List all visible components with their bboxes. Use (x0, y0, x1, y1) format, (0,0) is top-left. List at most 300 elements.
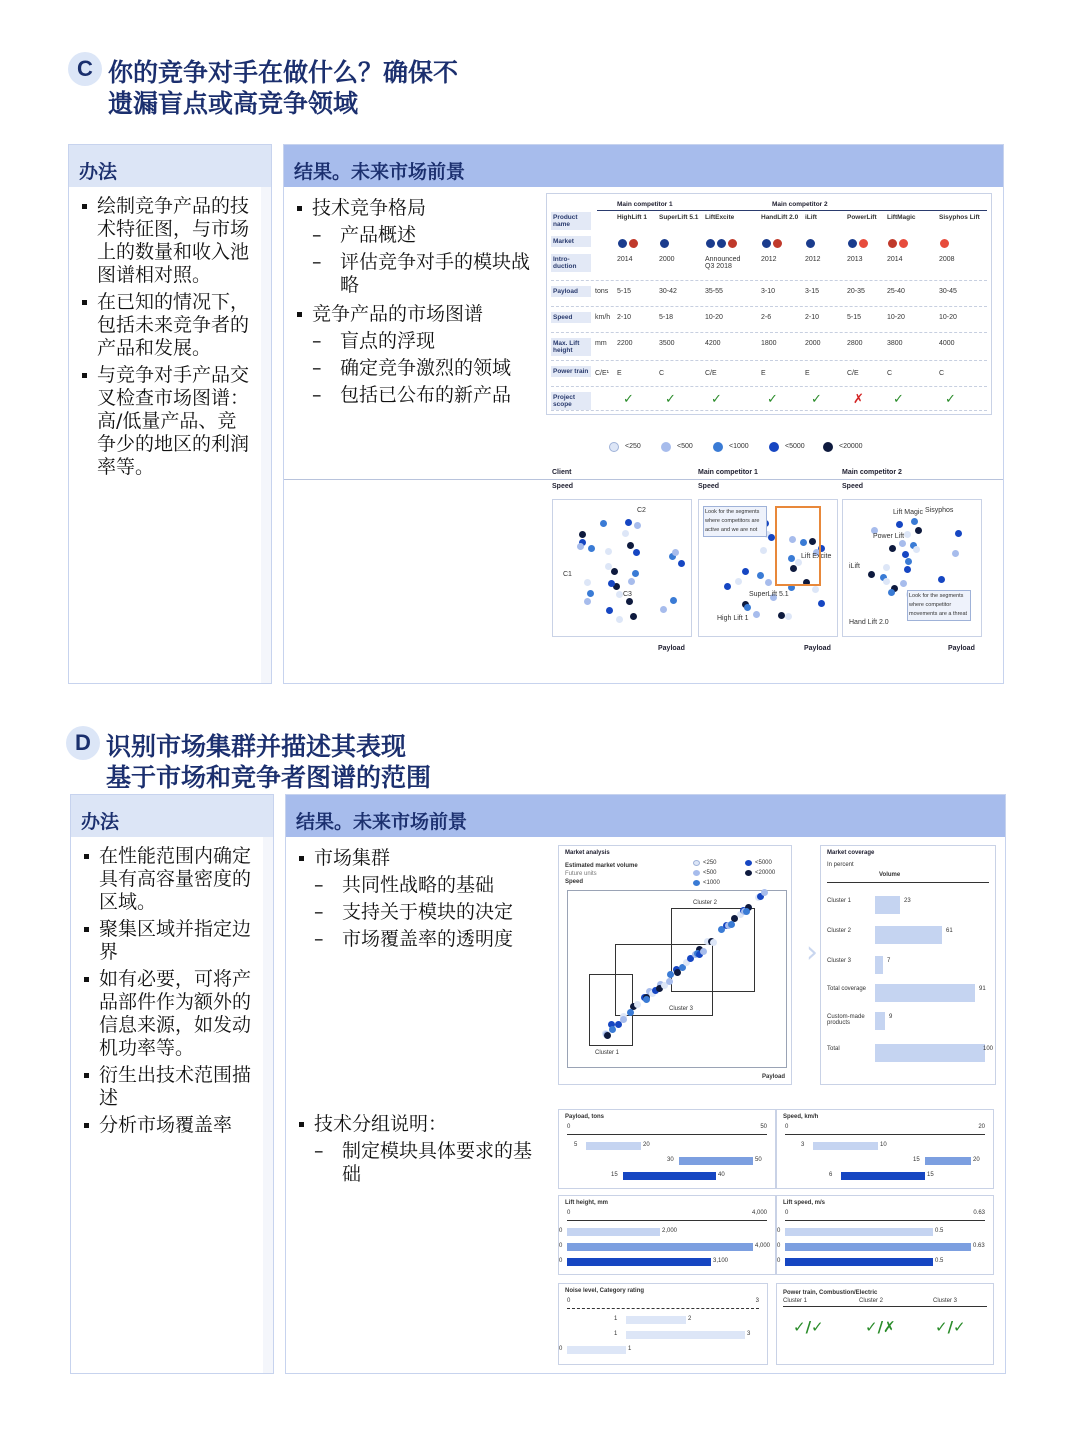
section-d-method-header: 办法 (71, 795, 273, 837)
legend-label: <1000 (703, 880, 720, 886)
result-bullet: 技术竞争格局 (294, 197, 544, 220)
product-name: SuperLift 5.1 (659, 214, 699, 221)
map-dot (765, 579, 772, 586)
spec-bar-max: 15 (927, 1172, 934, 1178)
product-name: HandLift 2.0 (761, 214, 799, 221)
coverage-title: Market coverage (827, 850, 875, 856)
spec-bar (567, 1228, 660, 1236)
spec-axis-max: 20 (978, 1124, 985, 1130)
result-bullet: 技术分组说明： (296, 1113, 546, 1136)
map-dot (868, 571, 875, 578)
map-dot (818, 600, 825, 607)
map-axis-y: Speed (842, 483, 864, 490)
map-dot (905, 558, 912, 565)
scope-check-icon: ✓ (665, 392, 676, 407)
analysis-axis-x: Payload (761, 1074, 785, 1080)
legend-dot (769, 442, 779, 452)
analysis-dot (634, 1001, 641, 1008)
scope-check-icon: ✓ (811, 392, 822, 407)
legend-label: <20000 (755, 870, 776, 876)
spec-bar-min: 0 (777, 1243, 781, 1249)
map-dot (633, 549, 640, 556)
speed-value: 5-18 (659, 314, 674, 321)
map-dot (577, 543, 584, 550)
speed-value: 10-20 (939, 314, 957, 321)
map-label: C1 (563, 571, 572, 578)
unit: tons (595, 288, 609, 295)
map-dot (899, 540, 906, 547)
spec-bar (785, 1228, 933, 1236)
spec-bar-max: 0.5 (935, 1228, 944, 1234)
spec-bar-max: 20 (643, 1142, 650, 1148)
power-cluster-label: Cluster 3 (933, 1298, 958, 1304)
legend-dot (713, 442, 723, 452)
spec-axis-min: 0 (567, 1210, 571, 1216)
market-flag-icon (716, 238, 727, 249)
spec-chart (776, 1195, 994, 1275)
section-c-badge: C (68, 52, 102, 86)
method-bullet: 衍生出技术范围描述 (81, 1064, 255, 1110)
legend-label: <250 (625, 443, 641, 450)
spec-axis-max: 0.63 (973, 1210, 985, 1216)
payload-value: 3-10 (761, 288, 776, 295)
payload-value: 5-15 (617, 288, 632, 295)
result-sub: – 评估竞争对手的模块战略 (294, 251, 544, 297)
map-dot (634, 522, 641, 529)
coverage-bar (875, 926, 942, 944)
spec-bar (567, 1346, 626, 1354)
map-dot (896, 521, 903, 528)
spec-bar-min: 15 (913, 1157, 920, 1163)
spec-bar (567, 1258, 711, 1266)
analysis-dot (609, 1026, 616, 1033)
map-dot (600, 520, 607, 527)
method-bullet: 在性能范围内确定具有高容量密度的区域。 (81, 845, 255, 914)
map-dot (744, 604, 751, 611)
lift-value: 2200 (617, 340, 633, 347)
spec-bar-min: 6 (829, 1172, 833, 1178)
coverage-value: 7 (887, 958, 891, 964)
power-value: C (939, 370, 945, 377)
market-flag-icon (858, 238, 869, 249)
coverage-bar (875, 1044, 985, 1062)
map-dot (622, 530, 629, 537)
map-title: Main competitor 1 (698, 469, 758, 476)
map-title: Client (552, 469, 572, 476)
map-dot (606, 607, 613, 614)
map-label: SuperLift 5.1 (749, 591, 789, 598)
market-map (552, 499, 692, 637)
map-dot (678, 560, 685, 567)
analysis-title: Market analysis (565, 850, 610, 856)
section-c-title-line1: 你的竞争对手在做什么？确保不 (108, 58, 459, 87)
product-name: LiftMagic (887, 214, 916, 221)
coverage-bar (875, 896, 900, 914)
map-dot (778, 612, 785, 619)
analysis-subtitle: Estimated market volume (565, 863, 638, 869)
map-dot (616, 616, 623, 623)
intro-value: 2013 (847, 256, 863, 263)
map-label: Power Lift (873, 533, 905, 540)
spec-bar (813, 1142, 878, 1150)
map-dot (768, 534, 775, 541)
map-dot (911, 518, 918, 525)
map-label: Lift Magic (893, 509, 923, 516)
spec-bar-min: 1 (614, 1316, 618, 1322)
unit: km/h (595, 314, 611, 321)
map-dot (670, 597, 677, 604)
map-dot (904, 566, 911, 573)
unit: mm (595, 340, 607, 347)
section-c-method-header: 办法 (69, 145, 271, 187)
section-c-method-body (69, 187, 261, 683)
method-bullet: 与竞争对手产品交叉检查市场图谱：高/低量产品、竞争少的地区的利润率等。 (79, 364, 253, 479)
product-name: HighLift 1 (617, 214, 647, 221)
intro-value: 2012 (761, 256, 777, 263)
market-coverage-chart (820, 845, 996, 1085)
power-mark: ✓/✓ (935, 1318, 966, 1336)
spec-bar (586, 1142, 641, 1150)
map-dot (883, 578, 890, 585)
map-dot (724, 583, 731, 590)
legend-label: <5000 (785, 443, 805, 450)
map-axis-x: Payload (948, 645, 975, 652)
coverage-row-label: Cluster 1 (827, 898, 852, 904)
power-mark: ✓/✓ (793, 1318, 824, 1336)
analysis-dot (710, 939, 717, 946)
coverage-value: 100 (983, 1046, 994, 1052)
payload-value: 30-42 (659, 288, 677, 295)
spec-chart (558, 1109, 776, 1189)
spec-bar-min: 0 (559, 1228, 563, 1234)
map-label: Hand Lift 2.0 (849, 619, 889, 626)
speed-value: 5-15 (847, 314, 862, 321)
spec-title: Lift speed, m/s (783, 1200, 826, 1206)
section-c-result-header: 结果。未来市场前景 (284, 145, 1003, 187)
legend-dot (823, 442, 833, 452)
map-dot (735, 578, 742, 585)
spec-axis-min: 0 (567, 1124, 571, 1130)
map-dot (628, 578, 635, 585)
power-value: C (659, 370, 665, 377)
spec-axis (785, 1134, 985, 1135)
spec-bar-min: 5 (574, 1142, 578, 1148)
competitor-table (546, 193, 992, 415)
map-dot (626, 598, 633, 605)
map-dot (608, 580, 615, 587)
scope-check-icon: ✓ (893, 392, 904, 407)
table-row-label: Intro-duction (551, 254, 591, 272)
map-dot (757, 572, 764, 579)
analysis-dot (666, 978, 673, 985)
map-dot (616, 591, 623, 598)
payload-value: 25-40 (887, 288, 905, 295)
power-value: E (761, 370, 766, 377)
power-value: E (617, 370, 622, 377)
analysis-dot (604, 1032, 611, 1039)
map-dot (660, 606, 667, 613)
market-flag-icon (939, 238, 950, 249)
volume-legend (609, 441, 909, 455)
spec-bar-min: 0 (777, 1228, 781, 1234)
spec-bar (626, 1316, 686, 1324)
spec-bar-min: 0 (559, 1243, 563, 1249)
coverage-row-label: Custom-made products (827, 1014, 865, 1026)
section-d-title-line1: 识别市场集群并描述其表现 (106, 732, 407, 761)
method-bullet: 如有必要，可将产品部件作为额外的信息来源，如发动机功率等。 (81, 968, 255, 1060)
spec-bar (679, 1157, 753, 1165)
intro-value: 2008 (939, 256, 955, 263)
scope-check-icon: ✓ (623, 392, 634, 407)
map-dot (605, 548, 612, 555)
market-map (842, 499, 982, 637)
legend-dot (693, 860, 700, 866)
lift-value: 2000 (805, 340, 821, 347)
coverage-value: 23 (904, 898, 911, 904)
table-group-header: Main competitor 2 (772, 201, 828, 208)
coverage-bar (875, 984, 975, 1002)
spec-bar (925, 1157, 971, 1165)
spec-bar (567, 1243, 753, 1251)
spec-bar-max: 20 (973, 1157, 980, 1163)
market-flag-icon (847, 238, 858, 249)
lift-value: 4200 (705, 340, 721, 347)
map-dot (587, 590, 594, 597)
lift-value: 2800 (847, 340, 863, 347)
intro-value: 2014 (887, 256, 903, 263)
map-dot (902, 551, 909, 558)
spec-title: Lift height, mm (565, 1200, 608, 1206)
spec-bar-max: 50 (755, 1157, 762, 1163)
map-dot (760, 547, 767, 554)
map-dot (584, 598, 591, 605)
section-c-title-line2: 遗漏盲点或高竞争领域 (108, 89, 359, 118)
map-dot (672, 549, 679, 556)
power-value: E (805, 370, 810, 377)
coverage-row-label: Cluster 3 (827, 958, 852, 964)
legend-dot (609, 442, 619, 452)
result-sub: – 制定模块具体要求的基础 (296, 1140, 546, 1186)
legend-dot (693, 880, 700, 886)
map-dot (632, 570, 639, 577)
section-d-method-panel (70, 794, 274, 1374)
section-c-title (108, 57, 458, 119)
power-value: C (887, 370, 893, 377)
map-label: Look for the segments where competitors are active and we are not (703, 506, 767, 537)
coverage-unit: In percent (827, 862, 854, 868)
spec-bar (785, 1243, 971, 1251)
analysis-dot (667, 971, 674, 978)
map-dot (889, 545, 896, 552)
spec-bar-max: 3,100 (713, 1258, 729, 1264)
map-dot (812, 586, 819, 593)
lift-value: 4000 (939, 340, 955, 347)
analysis-dot (743, 908, 750, 915)
lift-value: 1800 (761, 340, 777, 347)
analysis-dot (700, 948, 707, 955)
power-value: C/E (705, 370, 717, 377)
coverage-bar (875, 1012, 885, 1030)
legend-label: <500 (677, 443, 693, 450)
table-row-label: Market (551, 236, 591, 247)
map-axis-y: Speed (698, 483, 720, 490)
spec-title: Noise level, Category rating (565, 1288, 645, 1294)
intro-value: 2000 (659, 256, 675, 263)
power-cluster-label: Cluster 1 (783, 1298, 808, 1304)
speed-value: 2-10 (805, 314, 820, 321)
map-axis-x: Payload (658, 645, 685, 652)
result-bullet: 市场集群 (296, 847, 546, 870)
spec-bar (785, 1258, 933, 1266)
market-flag-icon (628, 238, 639, 249)
spec-bar-max: 0.63 (973, 1243, 985, 1249)
map-dot (588, 545, 595, 552)
section-d-title-line2: 基于市场和竞争者图谱的范围 (106, 763, 432, 792)
result-sub: – 包括已公布的新产品 (294, 384, 544, 407)
map-dot (915, 527, 922, 534)
spec-bar-min: 15 (611, 1172, 618, 1178)
map-label: iLift (849, 563, 860, 570)
speed-value: 2-6 (761, 314, 772, 321)
speed-value: 10-20 (887, 314, 905, 321)
market-flag-icon (805, 238, 816, 249)
analysis-dot (728, 921, 735, 928)
table-row-label: Payload (551, 286, 591, 297)
market-flag-icon (761, 238, 772, 249)
spec-bar-max: 3 (747, 1331, 751, 1337)
spec-axis-max: 50 (760, 1124, 767, 1130)
result-sub: – 共同性战略的基础 (296, 874, 546, 897)
map-label: Look for the segments where competitor movements are a threat (907, 590, 971, 621)
map-title: Main competitor 2 (842, 469, 902, 476)
spec-bar-min: 3 (801, 1142, 805, 1148)
spec-chart (776, 1109, 994, 1189)
spec-axis-min: 0 (785, 1210, 789, 1216)
lift-value: 3800 (887, 340, 903, 347)
power-train-title: Power train, Combustion/Electric (783, 1290, 878, 1296)
map-label: C3 (623, 591, 632, 598)
spec-bar-max: 10 (880, 1142, 887, 1148)
section-c-result-panel (283, 144, 1004, 684)
coverage-col: Volume (879, 872, 901, 878)
map-dot (742, 568, 749, 575)
unit: C/E¹ (595, 370, 609, 377)
legend-label: <500 (703, 870, 717, 876)
map-dot (785, 613, 792, 620)
table-row-label: Speed (551, 312, 591, 323)
spec-axis (567, 1220, 767, 1221)
analysis-subtitle2: Future units (565, 871, 597, 877)
intro-value: Announced Q3 2018 (705, 256, 741, 270)
result-bullet: 竞争产品的市场图谱 (294, 303, 544, 326)
map-dot (611, 568, 618, 575)
map-dot (900, 580, 907, 587)
result-sub: – 支持关于模块的决定 (296, 901, 546, 924)
legend-label: <250 (703, 860, 717, 866)
product-name: iLift (805, 214, 817, 221)
spec-bar-max: 0.5 (935, 1258, 944, 1264)
map-axis-x: Payload (804, 645, 831, 652)
result-sub: – 市场覆盖率的透明度 (296, 928, 546, 951)
market-flag-icon (659, 238, 670, 249)
payload-value: 20-35 (847, 288, 865, 295)
intro-value: 2012 (805, 256, 821, 263)
spec-chart (558, 1195, 776, 1275)
map-dot (605, 563, 612, 570)
power-mark: ✓/✗ (865, 1318, 896, 1336)
spec-axis-max: 4,000 (751, 1210, 767, 1216)
payload-value: 3-15 (805, 288, 820, 295)
cluster-label: Cluster 2 (693, 900, 718, 906)
coverage-value: 61 (946, 928, 953, 934)
analysis-axis-y: Speed (565, 879, 584, 885)
table-row-label: Project scope (551, 392, 591, 410)
market-flag-icon (887, 238, 898, 249)
spec-bar-min: 0 (559, 1346, 563, 1352)
legend-dot (745, 860, 752, 866)
method-bullet: 在已知的情况下，包括未来竞争者的产品和发展。 (79, 291, 253, 360)
spec-bar-max: 2,000 (662, 1228, 678, 1234)
map-axis-y: Speed (552, 483, 574, 490)
spec-bar-min: 0 (777, 1258, 781, 1264)
map-dot (888, 589, 895, 596)
table-row-label: Power train (551, 366, 591, 377)
market-flag-icon (727, 238, 738, 249)
section-d-result-panel: 结果。未来市场前景 市场集群 – 共同性战略的基础 – 支持关于模块的决定 – 市场覆盖率的透明度 技术分组说明： – 制定模块具体要求的基础 Market analysis Estimated market volume Future units Speed <250 <500 <1000 <5000 <20000 Payload Cluster 2 Cluster 3 Cluster 1 › Market coverage In percent Volume Cluster 1 23 Cluster 2 61 Cluster 3 7 Total coverage 91 Custom-made products 9 Total 100 Power train, Combustion/Electric Cluster 1 Cluster 2 Cluster 3 ✓/✓ ✓/✗ ✓/✓ Payload, tons 0 50 5 20 30 50 15 40 Speed, km/h 0 20 3 10 15 20 6 15 Lift height, mm 0 4,000 0 2,000 0 4,000 0 3,100 Lift speed, m/s 0 0.63 0 0.5 0 0.63 0 0.5 Noise level, Category rating 0 3 1 2 1 3 0 1 (285, 794, 1006, 1374)
cluster-label: Cluster 3 (669, 1006, 694, 1012)
intro-value: 2014 (617, 256, 633, 263)
product-name: PowerLift (847, 214, 877, 221)
spec-bar-max: 1 (628, 1346, 632, 1352)
coverage-value: 91 (979, 986, 986, 992)
section-d-title (106, 731, 431, 793)
spec-axis (567, 1308, 759, 1309)
analysis-dot (627, 1009, 634, 1016)
payload-value: 35-55 (705, 288, 723, 295)
spec-bar-min: 30 (667, 1157, 674, 1163)
map-dot (938, 576, 945, 583)
market-flag-icon (772, 238, 783, 249)
spec-bar-min: 0 (559, 1258, 563, 1264)
table-group-header: Main competitor 1 (617, 201, 673, 208)
product-name: LiftExcite (705, 214, 735, 221)
table-row-label: Max. Lift height (551, 338, 591, 356)
section-d-result-header: 结果。未来市场前景 (286, 795, 1005, 837)
map-dot (625, 519, 632, 526)
payload-value: 30-45 (939, 288, 957, 295)
spec-axis (785, 1220, 985, 1221)
method-bullet: 分析市场覆盖率 (81, 1114, 255, 1137)
result-sub: – 确定竞争激烈的领域 (294, 357, 544, 380)
map-dot (584, 579, 591, 586)
scope-cross-icon: ✗ (853, 392, 864, 407)
table-row-label: Product name (551, 212, 591, 230)
legend-label: <1000 (729, 443, 749, 450)
lift-value: 3500 (659, 340, 675, 347)
map-dot (952, 550, 959, 557)
spec-bar-max: 2 (688, 1316, 692, 1322)
speed-value: 10-20 (705, 314, 723, 321)
legend-label: <5000 (755, 860, 772, 866)
market-flag-icon (705, 238, 716, 249)
map-label: High Lift 1 (717, 615, 749, 622)
legend-dot (661, 442, 671, 452)
power-train-panel (776, 1283, 994, 1365)
method-bullet: 绘制竞争产品的技术特征图，与市场上的数量和收入池图谱相对照。 (79, 195, 253, 287)
coverage-row-label: Total coverage (827, 986, 867, 992)
map-label: Sisyphos (925, 507, 954, 514)
spec-axis (567, 1134, 767, 1135)
